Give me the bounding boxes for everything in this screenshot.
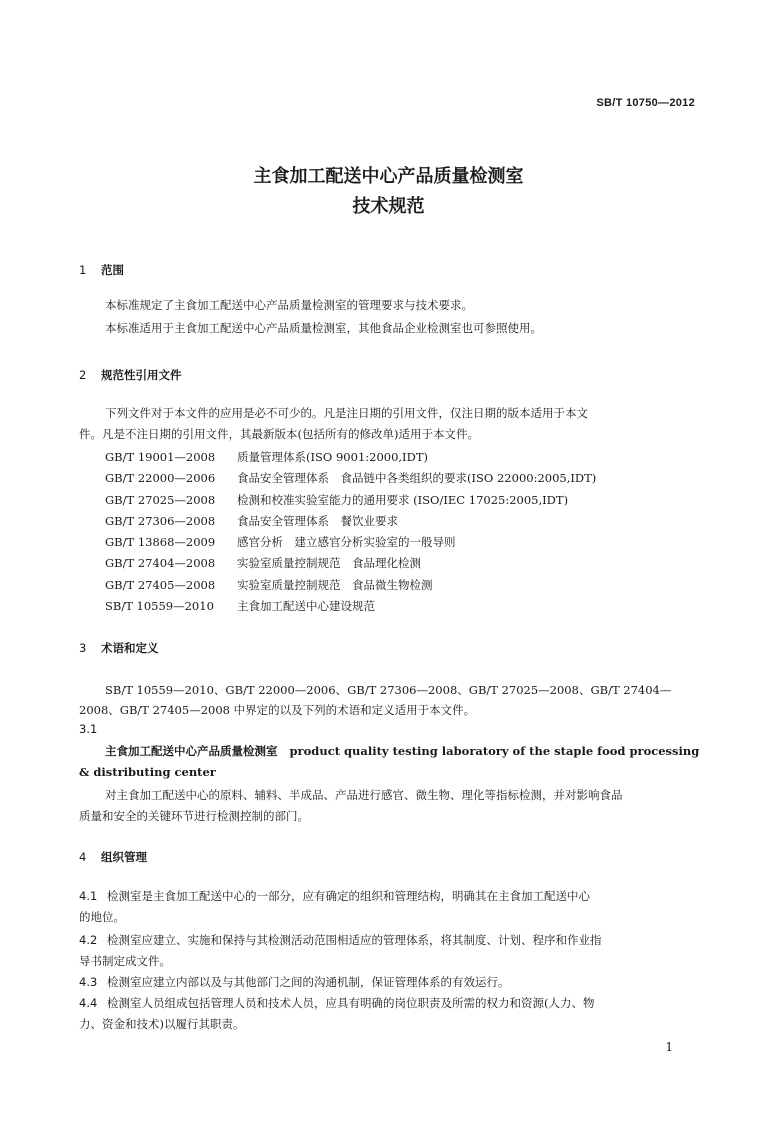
reference-item xyxy=(105,575,596,596)
section-number: 3 xyxy=(79,641,87,655)
reference-code: SB/T 10559—2010 xyxy=(105,599,214,614)
reference-item xyxy=(105,596,596,617)
reference-code: GB/T 22000—2006 xyxy=(105,471,216,486)
reference-name: 感官分析 建立感官分析实验室的一般导则 xyxy=(237,535,456,550)
section-1-heading xyxy=(79,262,124,278)
clause-text: 检测室应建立内部以及与其他部门之间的沟通机制，保证管理体系的有效运行。 xyxy=(107,975,510,989)
reference-name: 检测和校准实验室能力的通用要求 (ISO/IEC 17025:2005,IDT) xyxy=(237,492,569,507)
clause-4-3 xyxy=(79,972,510,993)
reference-code: GB/T 27025—2008 xyxy=(105,492,216,507)
reference-name: 质量管理体系(ISO 9001:2000,IDT) xyxy=(237,450,428,464)
clause-4-2 xyxy=(79,930,602,951)
reference-code: GB/T 13868—2009 xyxy=(105,535,216,550)
section-3-heading xyxy=(79,640,159,656)
section-title: 组织管理 xyxy=(101,850,147,864)
clause-4-1-continued: 的地位。 xyxy=(79,910,125,924)
term-english: product quality testing laboratory of the staple food processing xyxy=(289,744,700,758)
reference-name: 主食加工配送中心建设规范 xyxy=(237,599,375,614)
reference-code: GB/T 27405—2008 xyxy=(105,577,216,592)
reference-name: 实验室质量控制规范 食品微生物检测 xyxy=(237,577,433,592)
clause-4-4-continued: 力、资金和技术)以履行其职责。 xyxy=(79,1017,245,1031)
scope-paragraph-1: 本标准规定了主食加工配送中心产品质量检测室的管理要求与技术要求。 xyxy=(105,298,473,312)
section-title: 术语和定义 xyxy=(101,641,159,655)
scope-paragraph-2: 本标准适用于主食加工配送中心产品质量检测室，其他食品企业检测室也可参照使用。 xyxy=(105,321,542,335)
section-number: 2 xyxy=(79,368,87,382)
reference-code: GB/T 27404—2008 xyxy=(105,556,216,571)
term-chinese: 主食加工配送中心产品质量检测室 xyxy=(105,744,278,758)
references-intro-line-1: 下列文件对于本文件的应用是必不可少的。凡是注日期的引用文件，仅注日期的版本适用于本文 xyxy=(105,406,588,420)
clause-number: 4.1 xyxy=(79,889,98,903)
reference-list xyxy=(105,447,596,617)
reference-item xyxy=(105,468,596,489)
clause-number: 4.3 xyxy=(79,975,98,989)
clause-text: 检测室是主食加工配送中心的一部分，应有确定的组织和管理结构，明确其在主食加工配送中心 xyxy=(107,889,590,903)
clause-4-4 xyxy=(79,993,594,1014)
clause-4-1 xyxy=(79,886,590,907)
section-title: 范围 xyxy=(101,263,124,277)
reference-name: 食品安全管理体系 餐饮业要求 xyxy=(237,513,398,528)
reference-item xyxy=(105,490,596,511)
reference-name: 实验室质量控制规范 食品理化检测 xyxy=(237,556,421,571)
clause-text: 检测室应建立、实施和保持与其检测活动范围相适应的管理体系，将其制度、计划、程序和作业指 xyxy=(107,933,602,947)
reference-name: 食品安全管理体系 食品链中各类组织的要求(ISO 22000:2005,IDT) xyxy=(237,471,597,486)
reference-item xyxy=(105,553,596,574)
term-english-continued: & distributing center xyxy=(79,765,216,779)
references-intro-line-2: 件。凡是不注日期的引用文件，其最新版本(包括所有的修改单)适用于本文件。 xyxy=(79,427,479,441)
clause-4-2-continued: 导书制定成文件。 xyxy=(79,954,171,968)
clause-number: 4.4 xyxy=(79,996,98,1010)
clause-text: 检测室人员组成包括管理人员和技术人员，应具有明确的岗位职责及所需的权力和资源(人力、物 xyxy=(107,996,595,1010)
reference-code: GB/T 19001—2008 xyxy=(105,450,216,464)
section-number: 1 xyxy=(79,263,87,277)
reference-code: GB/T 27306—2008 xyxy=(105,513,216,528)
term-definition-line-1: 对主食加工配送中心的原料、辅料、半成品、产品进行感官、微生物、理化等指标检测，并对影响食品 xyxy=(105,788,623,802)
clause-number: 4.2 xyxy=(79,933,98,947)
term-definition-title xyxy=(105,741,699,762)
terms-intro-line-2: 2008、GB/T 27405—2008 中界定的以及下列的术语和定义适用于本文件。 xyxy=(79,703,476,717)
standard-code: SB/T 10750—2012 xyxy=(596,97,695,109)
terms-intro-line-1: SB/T 10559—2010、GB/T 22000—2006、GB/T 27306—2008、GB/T 27025—2008、GB/T 27404— xyxy=(105,683,672,697)
reference-item xyxy=(105,511,596,532)
section-number: 4 xyxy=(79,850,87,864)
term-definition-line-2: 质量和安全的关键环节进行检测控制的部门。 xyxy=(79,809,309,823)
section-4-heading xyxy=(79,849,147,865)
document-title: 主食加工配送中心产品质量检测室 xyxy=(253,166,524,187)
section-title: 规范性引用文件 xyxy=(101,368,182,382)
document-subtitle: 技术规范 xyxy=(352,196,425,217)
section-2-heading xyxy=(79,367,182,383)
subsection-3-1-number: 3.1 xyxy=(79,722,98,736)
reference-item xyxy=(105,447,596,468)
reference-item xyxy=(105,532,596,553)
page-number: 1 xyxy=(665,1040,673,1054)
